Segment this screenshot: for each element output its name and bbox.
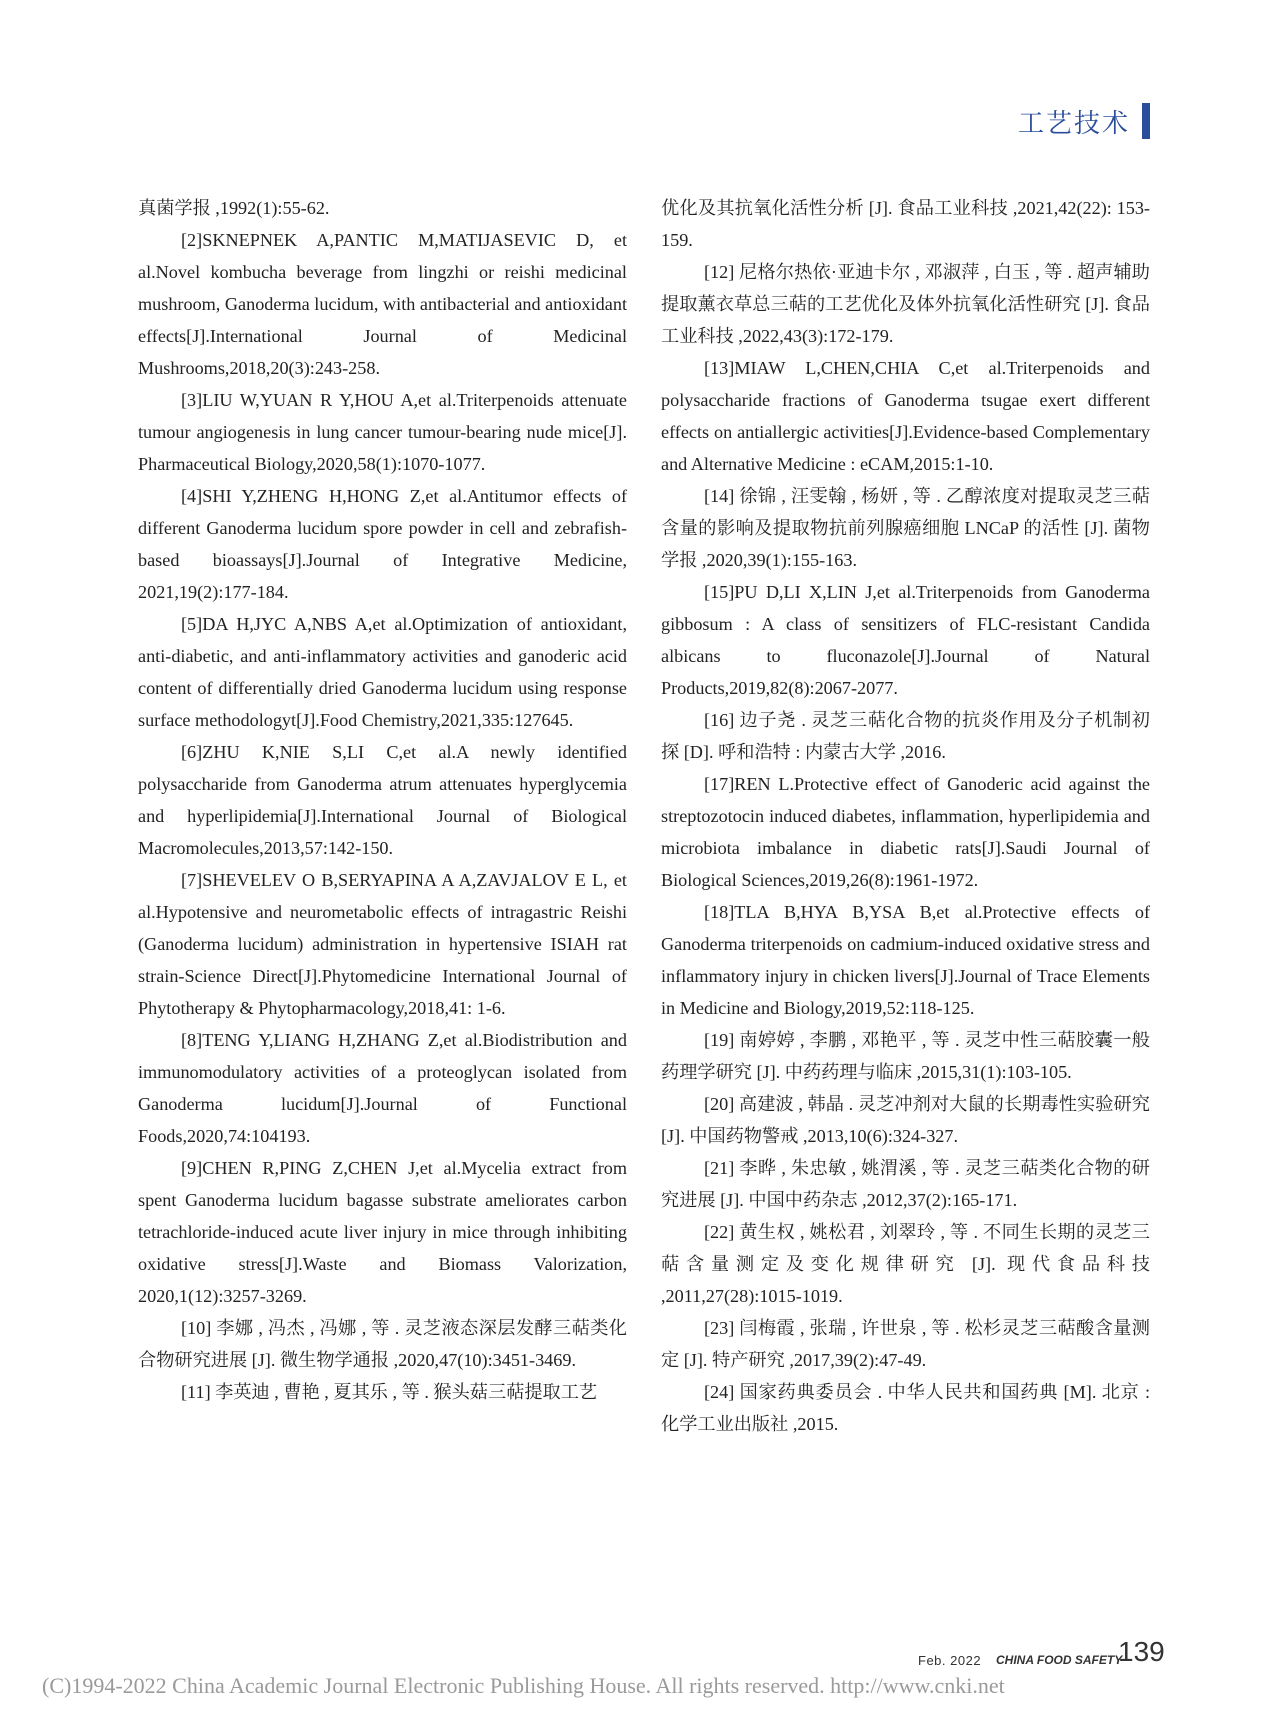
section-title: 工艺技术: [1017, 108, 1130, 138]
reference-entry: [15]PU D,LI X,LIN J,et al.Triterpenoids from Ganoderma gibbosum : A class of sensitizers of FLC-resistant Candida albicans to fluconazole[J].Journal of Natural Products,2019,82(8):2067-2077.: [661, 582, 1150, 698]
reference-entry: [18]TLA B,HYA B,YSA B,et al.Protective effects of Ganoderma triterpenoids on cadmium-induced oxidative stress and inflammatory injury in chicken livers[J].Journal of Trace Elements in Medicine and Biology,2019,52:118-125.: [661, 902, 1150, 1018]
reference-entry: [5]DA H,JYC A,NBS A,et al.Optimization of antioxidant, anti-diabetic, and anti-inflammatory activities and ganoderic acid content of differentially dried Ganoderma lucidum using response surface methodologyt[J].Food Chemistry,2021,335:127645.: [138, 614, 627, 730]
copyright-notice: (C)1994-2022 China Academic Journal Electronic Publishing House. All rights reserved. http://www.cnki.net: [42, 1673, 1005, 1698]
reference-entry: [4]SHI Y,ZHENG H,HONG Z,et al.Antitumor effects of different Ganoderma lucidum spore powder in cell and zebrafish-based bioassays[J].Journal of Integrative Medicine, 2021,19(2):177-184.: [138, 486, 627, 602]
footer-date: Feb. 2022: [918, 1653, 982, 1668]
reference-entry: [6]ZHU K,NIE S,LI C,et al.A newly identified polysaccharide from Ganoderma atrum attenuates hyperglycemia and hyperlipidemia[J].International Journal of Biological Macromolecules,2013,57:142-150.: [138, 742, 627, 858]
footer-journal-name: CHINA FOOD SAFETY: [996, 1653, 1123, 1667]
reference-entry: [17]REN L.Protective effect of Ganoderic acid against the streptozotocin induced diabetes, inflammation, hyperlipidemia and microbiota imbalance in diabetic rats[J].Saudi Journal of Biological Sciences,2019,26(8):1961-1972.: [661, 774, 1150, 890]
page-number: 139: [1118, 1636, 1165, 1667]
reference-entry: [3]LIU W,YUAN R Y,HOU A,et al.Triterpenoids attenuate tumour angiogenesis in lung cancer tumour-bearing nude mice[J]. Pharmaceutical Biology,2020,58(1):1070-1077.: [138, 390, 627, 474]
reference-entry: [11] 李英迪 , 曹艳 , 夏其乐 , 等 . 猴头菇三萜提取工艺: [181, 1382, 598, 1402]
references-left-column: [138, 192, 627, 1408]
reference-entry: 优化及其抗氧化活性分析 [J]. 食品工业科技 ,2021,42(22): 153-159.: [661, 198, 1150, 250]
reference-entry: [9]CHEN R,PING Z,CHEN J,et al.Mycelia extract from spent Ganoderma lucidum bagasse substrate ameliorates carbon tetrachloride-induced acute liver injury in mice through inhibiting oxidative stress[J].Waste and Biomass Valorization, 2020,1(12):3257-3269.: [138, 1158, 627, 1306]
reference-entry: [13]MIAW L,CHEN,CHIA C,et al.Triterpenoids and polysaccharide fractions of Ganoderma tsugae exert different effects on antiallergic activities[J].Evidence-based Complementary and Alternative Medicine : eCAM,2015:1-10.: [661, 358, 1150, 474]
reference-entry: [24] 国家药典委员会 . 中华人民共和国药典 [M]. 北京 : 化学工业出版社 ,2015.: [661, 1382, 1150, 1434]
reference-entry: [12] 尼格尔热依·亚迪卡尔 , 邓淑萍 , 白玉 , 等 . 超声辅助提取薰衣草总三萜的工艺优化及体外抗氧化活性研究 [J]. 食品工业科技 ,2022,43(3):172-179.: [661, 262, 1150, 346]
reference-entry: [21] 李晔 , 朱忠敏 , 姚渭溪 , 等 . 灵芝三萜类化合物的研究进展 [J]. 中国中药杂志 ,2012,37(2):165-171.: [661, 1158, 1150, 1210]
reference-entry: [19] 南婷婷 , 李鹏 , 邓艳平 , 等 . 灵芝中性三萜胶囊一般药理学研究 [J]. 中药药理与临床 ,2015,31(1):103-105.: [661, 1030, 1150, 1082]
reference-entry: [22] 黄生权 , 姚松君 , 刘翠玲 , 等 . 不同生长期的灵芝三萜含量测定及变化规律研究 [J]. 现代食品科技 ,2011,27(28):1015-1019.: [661, 1222, 1150, 1306]
section-accent-bar: [1142, 103, 1150, 139]
reference-entry: [14] 徐锦 , 汪雯翰 , 杨妍 , 等 . 乙醇浓度对提取灵芝三萜含量的影响及提取物抗前列腺癌细胞 LNCaP 的活性 [J]. 菌物学报 ,2020,39(1):155-163.: [661, 486, 1150, 570]
reference-entry: [7]SHEVELEV O B,SERYAPINA A A,ZAVJALOV E L, et al.Hypotensive and neurometabolic effects of intragastric Reishi (Ganoderma lucidum) administration in hypertensive ISIAH rat strain-Science Direct[J].Phytomedicine International Journal of Phytotherapy & Phytopharmacology,2018,41: 1-6.: [138, 870, 627, 1018]
reference-entry: [8]TENG Y,LIANG H,ZHANG Z,et al.Biodistribution and immunomodulatory activities of a proteoglycan isolated from Ganoderma lucidum[J].Journal of Functional Foods,2020,74:104193.: [138, 1030, 627, 1146]
reference-entry: [10] 李娜 , 冯杰 , 冯娜 , 等 . 灵芝液态深层发酵三萜类化合物研究进展 [J]. 微生物学通报 ,2020,47(10):3451-3469.: [138, 1318, 627, 1370]
reference-entry: 真菌学报 ,1992(1):55-62.: [138, 198, 330, 218]
reference-entry: [23] 闫梅霞 , 张瑞 , 许世泉 , 等 . 松杉灵芝三萜酸含量测定 [J]. 特产研究 ,2017,39(2):47-49.: [661, 1318, 1150, 1370]
references-right-column: [661, 192, 1150, 1440]
reference-entry: [2]SKNEPNEK A,PANTIC M,MATIJASEVIC D, et al.Novel kombucha beverage from lingzhi or reishi medicinal mushroom, Ganoderma lucidum, with antibacterial and antioxidant effects[J].International Journal of Medicinal Mushrooms,2018,20(3):243-258.: [138, 230, 627, 378]
reference-entry: [20] 高建波 , 韩晶 . 灵芝冲剂对大鼠的长期毒性实验研究 [J]. 中国药物警戒 ,2013,10(6):324-327.: [661, 1094, 1150, 1146]
reference-entry: [16] 边子尧 . 灵芝三萜化合物的抗炎作用及分子机制初探 [D]. 呼和浩特 : 内蒙古大学 ,2016.: [661, 710, 1150, 762]
